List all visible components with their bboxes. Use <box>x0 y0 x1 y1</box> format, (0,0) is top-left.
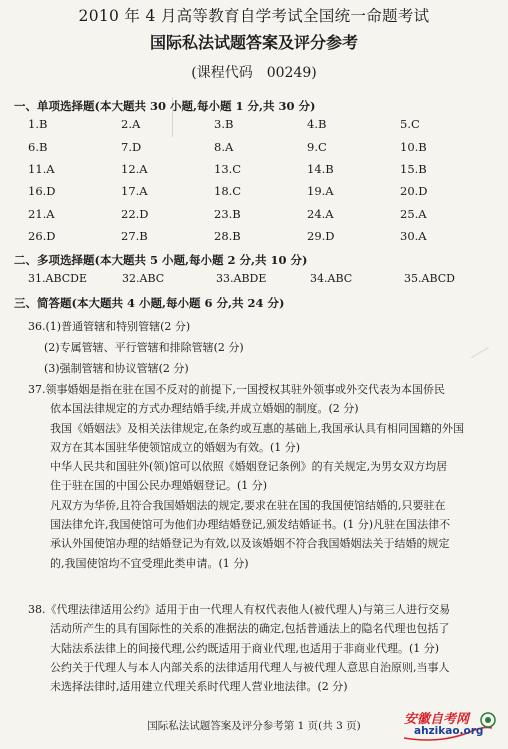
answer-cell: 9.C <box>307 139 327 154</box>
text-line: 依本国法律规定的方式办理结婚手续,并成立婚姻的制度。(2 分) <box>50 402 359 416</box>
text-line: 承认外国使馆办理的结婚登记为有效,以及该婚姻不符合我国婚姻法关于结婚的规定 <box>50 537 450 551</box>
page-footer: 国际私法试题答案及评分参考第 1 页(共 3 页) <box>147 720 361 732</box>
answer-cell: 12.A <box>121 161 148 176</box>
text-line: 大陆法系法律上的间接代理,公约既适用于商业代理,也适用于非商业代理。(1 分) <box>50 641 440 655</box>
answer-cell: 11.A <box>28 161 55 176</box>
q36-item-1: 36.(1)普通管辖和特别管辖(2 分) <box>28 320 191 333</box>
answer-cell: 30.A <box>400 229 427 244</box>
multiple-choice-answers <box>28 272 498 285</box>
text-line: 我国《婚姻法》及相关法律规定,在条约或互惠的基础上,我国承认具有相同国籍的外国 <box>50 421 464 435</box>
answer-cell: 3.B <box>214 117 234 132</box>
scan-mark <box>172 97 173 137</box>
answer-cell: 18.C <box>214 184 242 199</box>
site-watermark-logo <box>400 708 500 744</box>
answer-cell: 33.ABDE <box>216 272 267 285</box>
text-line: 活动所产生的具有国际性的关系的准据法的确定,包括普通法上的隐名代理也包括了 <box>50 622 450 636</box>
answer-row <box>28 158 498 180</box>
text-line: 公约关于代理人与本人内部关系的法律适用代理人与被代理人意思自治原则,当事人 <box>50 660 450 674</box>
answer-cell: 27.B <box>121 229 148 244</box>
text-line: 未选择法律时,适用建立代理关系时代理人营业地法律。(2 分) <box>50 680 348 694</box>
answer-cell: 31.ABCDE <box>28 272 87 285</box>
answer-cell: 19.A <box>307 184 334 199</box>
answer-row <box>28 135 498 157</box>
answer-cell: 22.D <box>121 206 149 221</box>
answer-cell: 34.ABC <box>310 272 353 285</box>
answer-cell: 23.B <box>214 206 241 221</box>
answer-cell: 13.C <box>214 161 242 176</box>
text-line: 37.领事婚姻是指在驻在国不反对的前提下,一国授权其驻外领事或外交代表为本国侨民 <box>28 383 445 396</box>
q37-answer <box>28 380 464 573</box>
course-code: (课程代码 00249) <box>191 65 317 81</box>
answer-cell: 10.B <box>400 139 427 154</box>
answer-cell: 4.B <box>307 117 327 132</box>
answer-cell: 26.D <box>28 229 56 244</box>
document-title: 国际私法试题答案及评分参考 <box>149 33 358 52</box>
answer-cell: 8.A <box>214 139 234 154</box>
q36-item-3: (3)强制管辖和协议管辖(2 分) <box>44 362 189 375</box>
watermark-url-text: ahzikao.org <box>414 725 484 737</box>
q38-answer <box>28 600 450 696</box>
answer-row <box>28 225 498 247</box>
answer-cell: 5.C <box>400 117 420 132</box>
q36-item-2: (2)专属管辖、平行管辖和排除管辖(2 分) <box>44 341 244 354</box>
answer-cell: 25.A <box>400 206 427 221</box>
text-line: 的,我国使馆均不宜受理此类申请。(1 分) <box>50 556 249 570</box>
text-line: 中华人民共和国驻外(领)馆可以依照《婚姻登记条例》的有关规定,为男女双方均居 <box>50 460 448 474</box>
answer-cell: 6.B <box>28 139 48 154</box>
answer-cell: 17.A <box>121 184 148 199</box>
answer-row <box>28 113 498 135</box>
answer-cell: 16.D <box>28 184 56 199</box>
answer-cell: 2.A <box>121 117 141 132</box>
text-line: 住于驻在国的中国公民办理婚姻登记。(1 分) <box>50 479 268 493</box>
answer-cell: 14.B <box>307 161 334 176</box>
answer-cell: 1.B <box>28 117 48 132</box>
exam-title: 2010 年 4 月高等教育自学考试全国统一命题考试 <box>78 7 430 25</box>
watermark-cn-text: 安徽自考网 <box>404 712 470 727</box>
section1-heading: 一、单项选择题(本大题共 30 小题,每小题 1 分,共 30 分) <box>14 99 316 113</box>
answer-row <box>28 180 498 202</box>
answer-cell: 32.ABC <box>122 272 165 285</box>
single-choice-answer-grid <box>28 113 498 247</box>
answer-cell: 21.A <box>28 206 55 221</box>
section2-heading: 二、多项选择题(本大题共 5 小题,每小题 2 分,共 10 分) <box>14 253 308 267</box>
answer-cell: 24.A <box>307 206 334 221</box>
answer-cell: 28.B <box>214 229 241 244</box>
answer-cell: 15.B <box>400 161 427 176</box>
section3-heading: 三、简答题(本大题共 4 小题,每小题 6 分,共 24 分) <box>14 296 285 310</box>
answer-cell: 29.D <box>307 229 335 244</box>
answer-cell: 20.D <box>400 184 428 199</box>
answer-cell: 7.D <box>121 139 142 154</box>
answer-cell: 35.ABCD <box>404 272 455 285</box>
text-line: 38.《代理法律适用公约》适用于由一代理人有权代表他人(被代理人)与第三人进行交易 <box>28 603 451 616</box>
text-line: 双方在其本国驻华使领馆成立的婚姻为有效。(1 分) <box>50 440 301 454</box>
text-line: 凡双方为华侨,且符合我国婚姻法的规定,要求在驻在国的我国使馆结婚的,只要驻在 <box>50 498 446 512</box>
answer-row <box>28 203 498 225</box>
scan-mark <box>471 347 489 358</box>
text-line: 国法律允许,我国使馆可为他们办理结婚登记,颁发结婚证书。(1 分)凡驻在国法律不 <box>50 518 451 532</box>
